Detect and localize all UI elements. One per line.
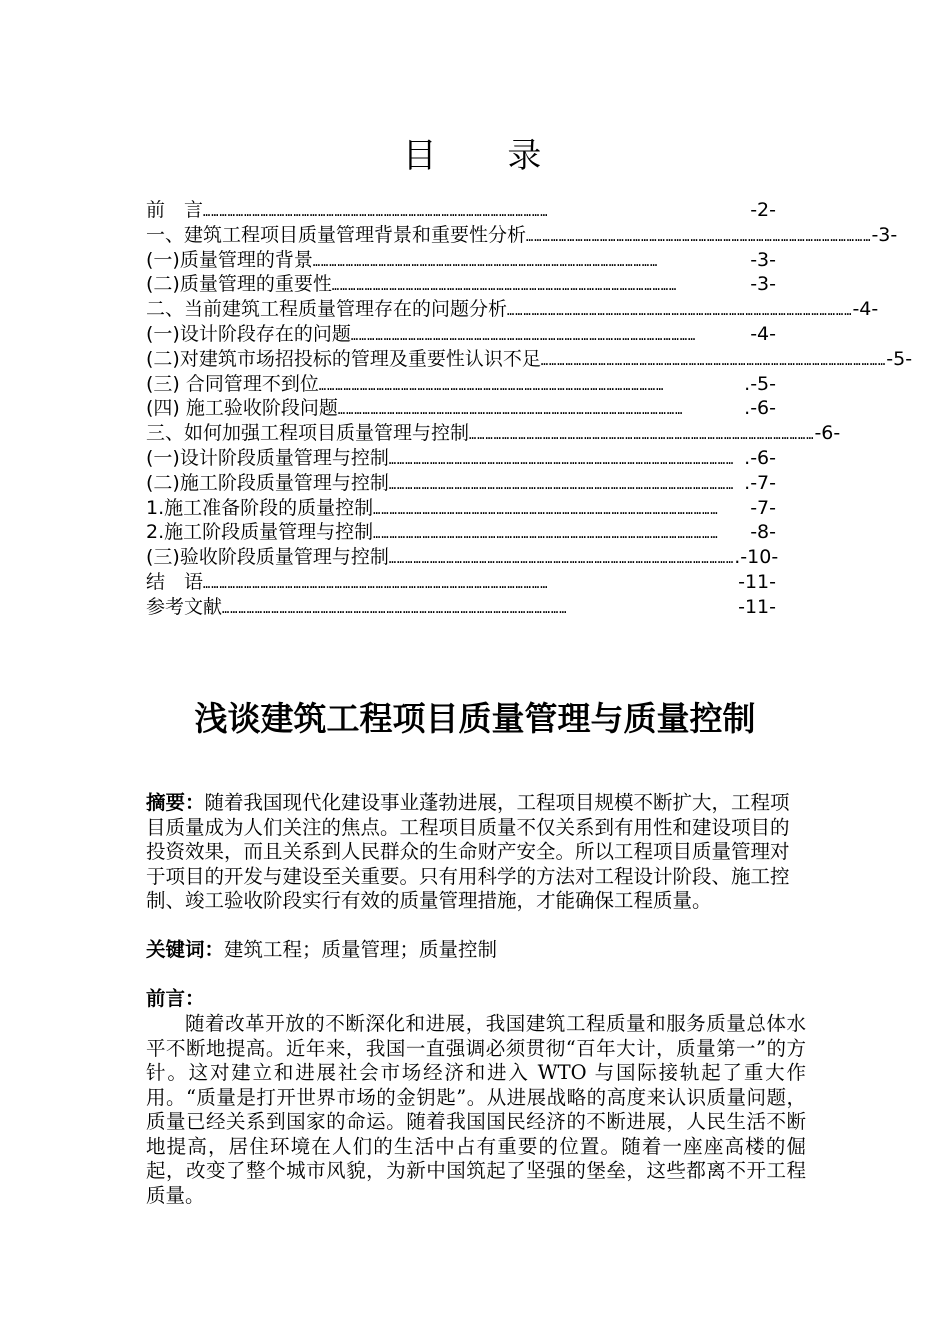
- toc-leader-dots: ………………………………………………………………………………………………………………: [526, 229, 872, 244]
- toc-leader-dots: ………………………………………………………………………………………………………………: [318, 378, 665, 393]
- toc-leader-dots: ………………………………………………………………………………………………………………: [331, 279, 678, 294]
- toc-entry-label: 前 言: [146, 199, 204, 221]
- toc-entry[interactable]: [146, 570, 776, 595]
- toc-entry-label: (二)对建筑市场招投标的管理及重要性认识不足: [146, 347, 541, 370]
- toc-entry-page: .-5-: [744, 372, 776, 395]
- toc-leader-dots: ………………………………………………………………………………………………………………: [469, 428, 815, 443]
- toc-entry-label: 三、如何加强工程项目质量管理与控制: [146, 422, 470, 445]
- toc-entry[interactable]: [146, 520, 776, 545]
- toc-leader-dots: ………………………………………………………………………………………………………………: [373, 502, 719, 517]
- toc-entry[interactable]: [146, 223, 898, 248]
- toc-entry[interactable]: [146, 198, 776, 223]
- toc-entry[interactable]: [146, 347, 913, 372]
- toc-leader-dots: ………………………………………………………………………………………………………………: [540, 353, 887, 368]
- toc-entry[interactable]: [146, 248, 776, 273]
- toc-entry-label: (三)验收阶段质量管理与控制: [146, 546, 389, 569]
- toc-leader-dots: ………………………………………………………………………………………………………………: [388, 552, 735, 567]
- toc-entry-label: 二、当前建筑工程质量管理存在的问题分析: [146, 298, 508, 321]
- keywords-label: 关键词：: [146, 938, 225, 961]
- toc-entry-page: -3-: [750, 248, 776, 271]
- toc-entry-page: .-6-: [744, 397, 776, 420]
- toc-leader-dots: ………………………………………………………………………………………………………………: [222, 601, 568, 616]
- toc-entry-label: (四) 施工验收阶段问题: [146, 397, 338, 420]
- toc-entry[interactable]: [146, 545, 779, 570]
- abstract-text: 随着我国现代化建设事业蓬勃进展，工程项目规模不断扩大，工程项目质量成为人们关注的焦点。工程项目质量不仅关系到有用性和建设项目的投资效果，而且关系到人民群众的生命财产安全。所以工程项目质量管理对于项目的开发与建设至关重要。只有用科学的方法对工程设计阶段、施工控制、竣工验收阶段实行有效的质量管理措施，才能确保工程质量。: [146, 791, 790, 912]
- toc-entry[interactable]: [146, 421, 841, 446]
- toc-entry-page: -2-: [750, 199, 776, 221]
- toc-entry-label: 参考文献: [146, 595, 223, 618]
- toc-entry-label: 2.施工阶段质量管理与控制: [146, 521, 374, 544]
- toc-entry-page: -4-: [852, 298, 879, 321]
- keywords-text: 建筑工程；质量管理；质量控制: [224, 938, 498, 961]
- toc-leader-dots: ………………………………………………………………………………………………………………: [337, 403, 684, 418]
- toc-entry-page: -7-: [750, 496, 776, 519]
- toc-entry[interactable]: [146, 595, 776, 620]
- toc-leader-dots: ………………………………………………………………………………………………………………: [373, 527, 719, 542]
- toc-title: 目 录: [402, 136, 572, 176]
- preface-heading: 前言：: [146, 987, 205, 1010]
- toc-entry-page: .-7-: [744, 471, 776, 494]
- abstract-label: 摘要：: [146, 791, 205, 814]
- toc-leader-dots: ………………………………………………………………………………………………………………: [507, 304, 853, 319]
- toc-leader-dots: ………………………………………………………………………………………………………………: [203, 205, 549, 219]
- toc-entry[interactable]: [146, 496, 776, 521]
- toc-entry-label: (一)质量管理的背景: [146, 248, 313, 271]
- abstract-paragraph: [146, 791, 806, 914]
- toc-leader-dots: ………………………………………………………………………………………………………………: [388, 477, 735, 492]
- toc-entry[interactable]: [146, 297, 879, 322]
- table-of-contents: [146, 198, 913, 620]
- toc-entry-page: -8-: [750, 521, 776, 544]
- toc-entry-page: -11-: [738, 595, 776, 618]
- keywords-line: [146, 938, 806, 963]
- toc-entry-page: -3-: [750, 273, 776, 296]
- toc-entry-label: (二)施工阶段质量管理与控制: [146, 471, 389, 494]
- toc-entry-label: 1.施工准备阶段的质量控制: [146, 496, 374, 519]
- toc-leader-dots: ………………………………………………………………………………………………………………: [203, 576, 549, 591]
- toc-entry[interactable]: [146, 272, 776, 297]
- toc-entry-page: -11-: [738, 570, 776, 593]
- toc-entry-page: -5-: [886, 347, 913, 370]
- toc-entry-label: 结 语: [146, 570, 204, 593]
- toc-entry[interactable]: [146, 396, 776, 421]
- toc-entry[interactable]: [146, 322, 776, 347]
- toc-entry-label: (一)设计阶段质量管理与控制: [146, 446, 389, 469]
- toc-entry-page: .-6-: [744, 446, 776, 469]
- toc-entry[interactable]: [146, 372, 776, 397]
- toc-entry-page: -4-: [750, 322, 776, 345]
- toc-entry-label: (二)质量管理的重要性: [146, 273, 332, 296]
- toc-entry[interactable]: [146, 471, 776, 496]
- toc-entry[interactable]: [146, 446, 776, 471]
- toc-entry-label: (一)设计阶段存在的问题: [146, 322, 351, 345]
- preface-paragraph: 随着改革开放的不断深化和进展，我国建筑工程质量和服务质量总体水平不断地提高。近年来，我国一直强调必须贯彻“百年大计，质量第一”的方针。这对建立和进展社会市场经济和进入 WTO 与国际接轨起了重大作用。“质量是打开世界市场的金钥匙”。从进展战略的高度来认识质量问题，质量已经关系到国家的命运。随着我国国民经济的不断进展，人民生活不断地提高，居住环境在人们的生活中占有重要的位置。随着一座座高楼的倔起，改变了整个城市风貌，为新中国筑起了坚强的堡垒，这些都离不开工程质量。: [146, 1012, 806, 1207]
- toc-leader-dots: ………………………………………………………………………………………………………………: [388, 452, 735, 467]
- toc-entry-label: (三) 合同管理不到位: [146, 372, 319, 395]
- toc-leader-dots: ………………………………………………………………………………………………………………: [350, 328, 697, 343]
- toc-entry-page: -3-: [871, 223, 898, 246]
- toc-entry-page: .-10-: [734, 546, 779, 569]
- toc-entry-label: 一、建筑工程项目质量管理背景和重要性分析: [146, 223, 527, 246]
- toc-leader-dots: ………………………………………………………………………………………………………………: [312, 254, 659, 269]
- toc-entry-page: -6-: [814, 422, 841, 445]
- article-title: 浅谈建筑工程项目质量管理与质量控制: [194, 699, 756, 738]
